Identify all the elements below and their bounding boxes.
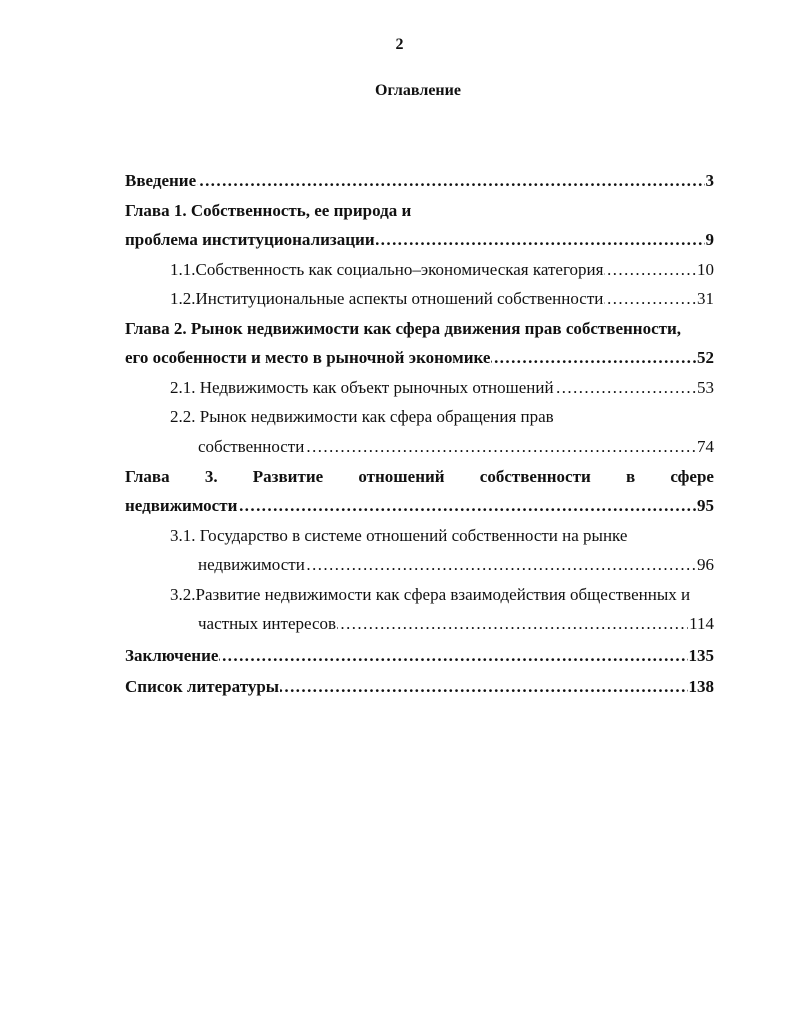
toc-entry-label: недвижимости bbox=[125, 496, 238, 515]
toc-entry-section-1-2[interactable] bbox=[170, 288, 714, 310]
toc-entry-label: частных интересов bbox=[198, 614, 337, 633]
toc-entry-label: 1.1.Собственность как социально–экономическая категория bbox=[170, 260, 604, 279]
toc-entry-conclusion[interactable] bbox=[125, 645, 714, 667]
toc-entry-label: 3.2.Развитие недвижимости как сфера взаимодействия общественных и bbox=[170, 585, 691, 604]
toc-entry-page: 10 bbox=[697, 260, 714, 279]
toc-entry-page: 95 bbox=[697, 496, 714, 515]
toc-entry-intro[interactable] bbox=[125, 170, 714, 192]
toc-entry-section-2-1[interactable] bbox=[170, 377, 714, 399]
toc-word: в bbox=[625, 467, 636, 486]
toc-entry-section-2-2-line-2[interactable] bbox=[198, 436, 714, 458]
toc-entry-section-3-1-line-2[interactable] bbox=[198, 554, 714, 576]
toc-word: 3. bbox=[204, 467, 218, 486]
toc-entry-page: 114 bbox=[689, 614, 714, 633]
toc-word: Развитие bbox=[252, 467, 324, 486]
toc-word: Глава bbox=[125, 467, 170, 486]
toc-word: собственности bbox=[479, 467, 591, 486]
toc-entry-label: 1.2.Институциональные аспекты отношений собственности bbox=[170, 289, 604, 308]
toc-entry-label: Заключение bbox=[125, 646, 219, 665]
toc-entry-label: недвижимости bbox=[198, 555, 305, 574]
toc-entry-label: проблема институционализации bbox=[125, 230, 375, 249]
toc-entry-section-3-2-line-2[interactable] bbox=[198, 613, 714, 635]
toc-entry-section-2-2-line-1[interactable] bbox=[170, 406, 714, 428]
toc-entry-section-1-1[interactable] bbox=[170, 259, 714, 281]
toc-entry-label: Введение bbox=[125, 171, 197, 190]
toc-entry-page: 9 bbox=[705, 230, 714, 249]
toc-entry-chapter-3-line-1[interactable] bbox=[125, 466, 714, 488]
toc-word: сфере bbox=[670, 467, 714, 486]
toc-entry-label: 2.2. Рынок недвижимости как сфера обращения прав bbox=[170, 407, 554, 426]
toc-entry-page: 52 bbox=[697, 348, 714, 367]
toc-entry-page: 74 bbox=[697, 437, 714, 456]
toc-entry-section-3-1-line-1[interactable] bbox=[170, 525, 714, 547]
toc-entry-label: Список литературы bbox=[125, 677, 280, 696]
page-number: 2 bbox=[395, 36, 404, 53]
toc-entry-label: его особенности и место в рыночной экономике bbox=[125, 348, 491, 367]
toc-entry-label: собственности bbox=[198, 437, 305, 456]
toc-entry-page: 138 bbox=[688, 677, 714, 696]
toc-entry-label: 2.1. Недвижимость как объект рыночных отношений bbox=[170, 378, 554, 397]
toc-entry-page: 3 bbox=[705, 171, 714, 190]
toc-title: Оглавление bbox=[375, 82, 461, 99]
toc-entry-chapter-2-line-1[interactable] bbox=[125, 318, 714, 340]
toc-entry-page: 53 bbox=[697, 378, 714, 397]
toc-entry-label: Глава 1. Собственность, ее природа и bbox=[125, 201, 412, 220]
toc-entry-chapter-1-line-1[interactable] bbox=[125, 200, 714, 222]
toc-entry-page: 135 bbox=[688, 646, 714, 665]
toc-word: отношений bbox=[358, 467, 445, 486]
toc-entry-references[interactable] bbox=[125, 676, 714, 698]
toc-entry-chapter-1-line-2[interactable] bbox=[125, 229, 714, 251]
toc-entry-chapter-3-line-2[interactable] bbox=[125, 495, 714, 517]
toc-entry-label: 3.1. Государство в системе отношений собственности на рынке bbox=[170, 526, 628, 545]
toc-entry-page: 31 bbox=[697, 289, 714, 308]
toc-entry-page: 96 bbox=[697, 555, 714, 574]
toc-entry-chapter-2-line-2[interactable] bbox=[125, 347, 714, 369]
toc-entry-label: Глава 2. Рынок недвижимости как сфера движения прав собственности, bbox=[125, 319, 682, 338]
toc-entry-section-3-2-line-1[interactable] bbox=[170, 584, 714, 606]
